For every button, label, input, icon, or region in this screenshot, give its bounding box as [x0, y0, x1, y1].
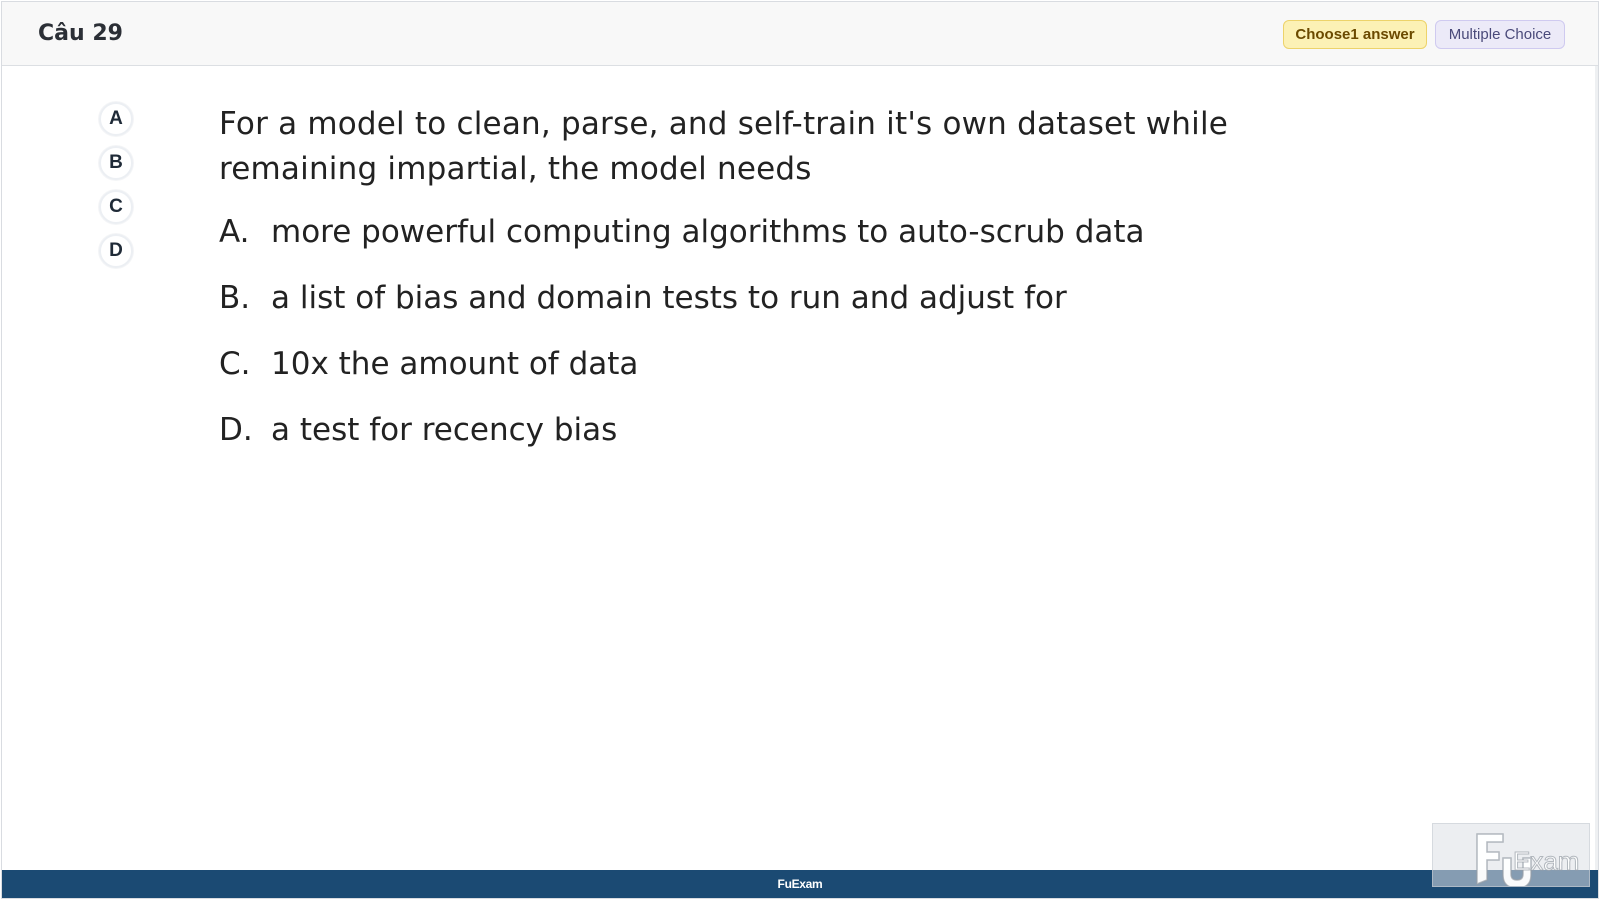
fuexam-watermark-logo — [1432, 823, 1590, 887]
choose-answer-badge: Choose1 answer — [1283, 20, 1427, 49]
scrollbar-track[interactable] — [1595, 66, 1598, 872]
answer-nav-b[interactable]: B — [99, 146, 133, 180]
option-c[interactable] — [219, 346, 1319, 412]
answer-nav-d[interactable]: D — [99, 234, 133, 268]
watermark-text: Exam — [1513, 846, 1580, 876]
answer-nav-c[interactable]: C — [99, 190, 133, 224]
answer-nav — [99, 102, 135, 278]
question-header — [2, 2, 1598, 66]
option-text: 10x the amount of data — [271, 346, 639, 382]
question-number: Câu 29 — [38, 21, 123, 46]
option-b[interactable] — [219, 280, 1319, 346]
option-d[interactable] — [219, 412, 1319, 478]
option-text: more powerful computing algorithms to auto-scrub data — [271, 214, 1145, 250]
option-letter: C. — [219, 346, 251, 382]
exam-frame — [1, 1, 1599, 899]
option-text: a test for recency bias — [271, 412, 618, 448]
footer-brand: FuExam — [777, 877, 823, 891]
answer-options — [219, 214, 1319, 478]
footer-bar — [2, 870, 1598, 898]
option-letter: A. — [219, 214, 250, 250]
option-letter: B. — [219, 280, 251, 316]
question-text: For a model to clean, parse, and self-train it's own dataset while remaining impartial, the model needs — [219, 106, 1229, 187]
answer-nav-a[interactable]: A — [99, 102, 133, 136]
option-text: a list of bias and domain tests to run and adjust for — [271, 280, 1067, 316]
question-type-badge: Multiple Choice — [1435, 20, 1565, 49]
option-a[interactable] — [219, 214, 1319, 280]
option-letter: D. — [219, 412, 253, 448]
